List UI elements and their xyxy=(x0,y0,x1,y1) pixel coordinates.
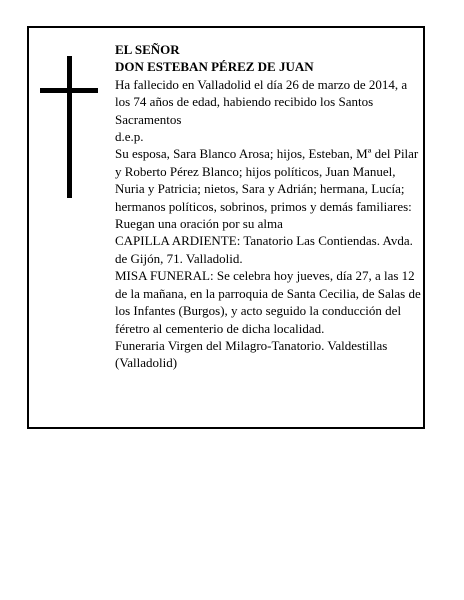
cross-horizontal-bar xyxy=(40,88,98,93)
obituary-text xyxy=(115,41,421,372)
funeral-home-info: Funeraria Virgen del Milagro-Tanatorio. Valdestillas (Valladolid) xyxy=(115,337,388,371)
notice-title: EL SEÑOR xyxy=(115,42,180,57)
deceased-name: DON ESTEBAN PÉREZ DE JUAN xyxy=(115,59,314,75)
funeral-mass-info: MISA FUNERAL: Se celebra hoy jueves, día 27, a las 12 de la mañana, en la parroquia de Santa Cecilia, de Salas de los Infantes (Burgos), y acto seguido la conducción del féretro al cementerio de dicha localidad. xyxy=(115,268,421,336)
death-announcement: Ha fallecido en Valladolid el día 26 de marzo de 2014, a los 74 años de edad, habiendo recibido los Santos Sacramentos xyxy=(115,76,408,127)
obituary-notice xyxy=(27,26,425,429)
chapel-info: CAPILLA ARDIENTE: Tanatorio Las Contiendas. Avda. de Gijón, 71. Valladolid. xyxy=(115,233,413,266)
family-list: Su esposa, Sara Blanco Arosa; hijos, Esteban, Mª del Pilar y Roberto Pérez Blanco; hijos políticos, Juan Manuel, Nuria y Patricia; nietos, Sara y Adrián; hermana, Lucía; hermanos políticos, sobrinos, primos y demás familiares: xyxy=(115,146,419,214)
prayer-request: Ruegan una oración por su alma xyxy=(115,216,283,232)
cross-vertical-bar xyxy=(67,56,72,198)
latin-cross-icon xyxy=(40,56,98,198)
rip-abbreviation: d.e.p. xyxy=(115,129,144,145)
